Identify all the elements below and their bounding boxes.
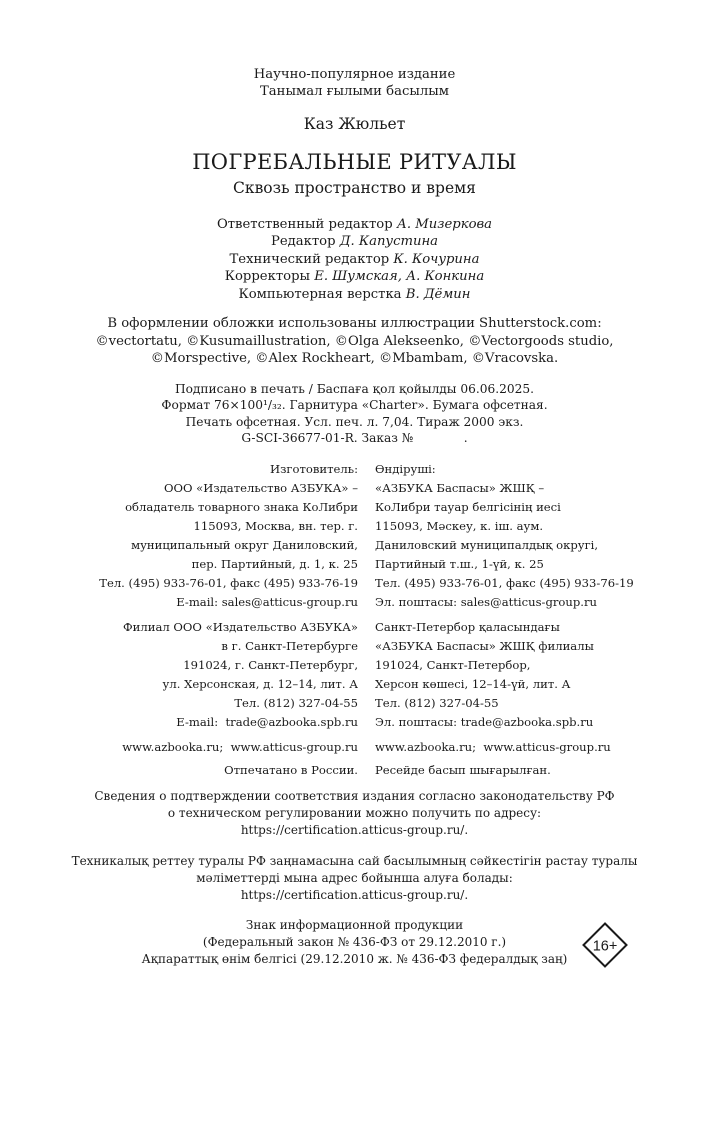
manufacturer-kz-line: Өндіруші:	[375, 462, 436, 476]
editor-line	[0, 286, 709, 303]
editor-role: Компьютерная верстка	[238, 286, 402, 302]
branch-ru-line: 191024, г. Санкт-Петербург,	[183, 658, 358, 672]
editor-role: Технический редактор	[229, 251, 390, 267]
websites-ru: www.azbooka.ru; www.atticus-group.ru	[122, 740, 358, 754]
print-info	[0, 381, 709, 447]
age-rating-badge-icon	[582, 922, 628, 968]
branch-ru-line: Тел. (812) 327-04-55	[234, 696, 358, 710]
manufacturer-ru-line: муниципальный округ Даниловский,	[131, 538, 358, 552]
print-info-line: G-SCI-36677-01-R. Заказ № .	[241, 431, 468, 446]
branch-ru-line: ул. Херсонская, д. 12–14, лит. А	[162, 677, 358, 691]
branch-kz-line: «АЗБУКА Баспасы» ЖШҚ филиалы	[375, 639, 594, 653]
branch-kz-line: Тел. (812) 327-04-55	[375, 696, 499, 710]
genre-ru: Научно-популярное издание	[253, 67, 456, 82]
manufacturer-ru-line: 115093, Москва, вн. тер. г.	[193, 519, 358, 533]
author-name: Каз Жюльет	[303, 115, 406, 133]
manufacturer-ru-line: пер. Партийный, д. 1, к. 25	[191, 557, 358, 571]
book-subtitle: Сквозь пространство и время	[233, 179, 476, 197]
websites-kz: www.azbooka.ru; www.atticus-group.ru	[375, 740, 611, 754]
editor-name: В. Дёмин	[405, 286, 471, 302]
manufacturer-ru-email: E-mail: sales@atticus-group.ru	[176, 595, 358, 609]
manufacturer-kz-line: Даниловский муниципалдық округі,	[375, 538, 599, 552]
publisher-column-ru	[60, 460, 358, 780]
manufacturer-kz-line: «АЗБУКА Баспасы» ЖШҚ –	[375, 481, 545, 495]
certification-ru	[0, 788, 709, 839]
editor-role: Ответственный редактор	[216, 217, 393, 232]
manufacturer-ru-line: ООО «Издательство АЗБУКА» –	[163, 481, 358, 495]
certification-kz-url: https://certification.atticus-group.ru/.	[240, 888, 469, 902]
manufacturer-ru-line: Тел. (495) 933-76-01, факс (495) 933-76-19	[99, 576, 358, 590]
cover-credit-line: В оформлении обложки использованы иллюстрации Shutterstock.com:	[107, 316, 602, 331]
editors-block	[0, 216, 709, 303]
info-sign-line: Знак информационной продукции	[245, 918, 464, 932]
print-info-line: Печать офсетная. Усл. печ. л. 7,04. Тираж 2000 экз.	[185, 414, 524, 429]
manufacturer-kz-line: КоЛибри тауар белгісінің иесі	[375, 500, 561, 514]
editor-name: Д. Капустина	[339, 234, 439, 250]
info-sign-line: (Федеральный закон № 436-ФЗ от 29.12.2010 г.)	[202, 935, 507, 949]
manufacturer-kz-line: Партийный т.ш., 1-үй, к. 25	[375, 557, 544, 571]
branch-ru-line: в г. Санкт-Петербурге	[221, 639, 358, 653]
print-info-line: Формат 76×100¹/₃₂. Гарнитура «Charter». Бумага офсетная.	[161, 398, 548, 413]
printed-in-ru: Отпечатано в России.	[224, 763, 358, 777]
print-info-line: Подписано в печать / Баспаға қол қойылды 06.06.2025.	[174, 382, 535, 396]
age-rating-text: 16+	[592, 938, 618, 955]
certification-kz-line: мәліметтерді мына адрес бойынша алуға болады:	[196, 871, 513, 885]
branch-kz-line: 191024, Санкт-Петербор,	[375, 658, 531, 672]
publisher-column-kz	[375, 460, 675, 780]
editor-role: Редактор	[270, 234, 336, 250]
editor-name: А. Мизеркова	[396, 217, 493, 232]
cover-credit-line: ©Morspective, ©Alex Rockheart, ©Mbambam, ©Vracovska.	[150, 351, 559, 367]
genre-kz: Танымал ғылыми басылым	[260, 84, 449, 99]
manufacturer-kz-email: Эл. поштасы: sales@atticus-group.ru	[375, 595, 597, 609]
editor-role: Корректоры	[224, 269, 311, 285]
branch-ru-line: Филиал ООО «Издательство АЗБУКА»	[123, 620, 358, 634]
certification-kz	[0, 853, 709, 904]
editor-line	[0, 216, 709, 233]
manufacturer-ru-line: обладатель товарного знака КоЛибри	[125, 500, 358, 514]
cover-credit-line: ©vectortatu, ©Kusumaillustration, ©Olga Alekseenko, ©Vectorgoods studio,	[95, 333, 614, 349]
branch-kz-line: Санкт-Петербор қаласындағы	[375, 620, 560, 634]
editor-name: Е. Шумская, А. Конкина	[314, 269, 485, 285]
editor-line	[0, 233, 709, 250]
printed-in-kz: Ресейде басып шығарылған.	[375, 763, 551, 777]
certification-ru-url: https://certification.atticus-group.ru/.	[240, 823, 469, 837]
manufacturer-ru-line: Изготовитель:	[270, 462, 358, 476]
genre-block	[0, 66, 709, 100]
branch-kz-line: Херсон көшесі, 12–14-үй, лит. А	[375, 677, 571, 691]
editor-name: К. Кочурина	[393, 251, 480, 267]
cover-credits	[0, 315, 709, 368]
editor-line	[0, 251, 709, 268]
manufacturer-kz-line: Тел. (495) 933-76-01, факс (495) 933-76-19	[375, 576, 634, 590]
book-title: ПОГРЕБАЛЬНЫЕ РИТУАЛЫ	[192, 150, 517, 174]
certification-kz-line: Техникалық реттеу туралы РФ заңнамасына сай басылымның сәйкестігін растау туралы	[71, 854, 638, 868]
manufacturer-kz-line: 115093, Мәскеу, к. іш. аум.	[375, 519, 544, 533]
branch-ru-email: E-mail: trade@azbooka.spb.ru	[176, 715, 358, 729]
editor-line	[0, 268, 709, 285]
info-sign-line: Ақпараттық өнім белгісі (29.12.2010 ж. № 436-ФЗ федералдық заң)	[141, 952, 568, 966]
certification-ru-line: Сведения о подтверждении соответствия издания согласно законодательству РФ	[94, 789, 615, 803]
certification-ru-line: о техническом регулировании можно получить по адресу:	[167, 806, 542, 820]
branch-kz-email: Эл. поштасы: trade@azbooka.spb.ru	[375, 715, 594, 729]
